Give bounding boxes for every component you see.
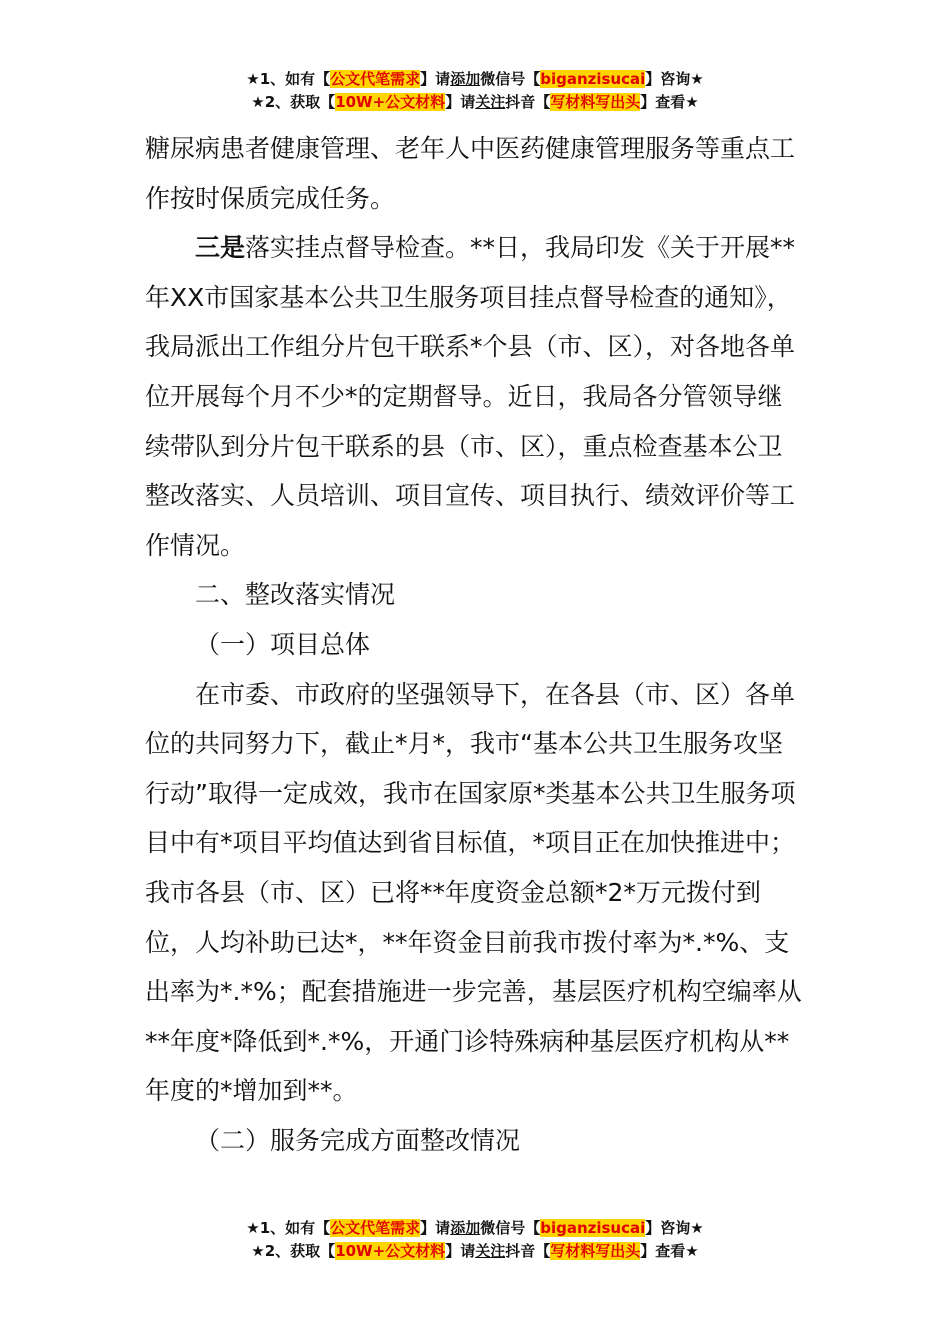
banner-line-1: [0, 68, 950, 91]
banner-text: ★2、获取【: [251, 1242, 336, 1260]
document-body: [145, 124, 805, 1165]
highlight-materials: 10W+公文材料: [335, 93, 446, 111]
banner-text: 微信号【: [480, 70, 541, 88]
banner-underlined-text: 添加: [450, 1219, 481, 1237]
highlight-douyin-id: 写材料写出头: [550, 1242, 641, 1260]
subsection-heading: （二）服务完成方面整改情况: [195, 1125, 521, 1155]
banner-text: 微信号【: [480, 1219, 541, 1237]
banner-text: 】咨询★: [645, 1219, 704, 1237]
banner-text: 】查看★: [640, 93, 699, 111]
paragraph: 糖尿病患者健康管理、老年人中医药健康管理服务等重点工作按时保质完成任务。: [145, 134, 796, 213]
paragraph-lead: 三是: [195, 233, 246, 263]
highlight-douyin-id: 写材料写出头: [550, 93, 641, 111]
paragraph-text: 落实挂点督导检查。**日，我局印发《关于开展**年XX市国家基本公共卫生服务项目挂点督导检查的通知》，我局派出工作组分片包干联系*个县（市、区），对各地各单位开展每个月不少*的定期督导。近日，我局各分管领导继续带队到分片包干联系的县（市、区），重点检查基本公卫整改落实、人员培训、项目宣传、项目执行、绩效评价等工作情况。: [145, 233, 796, 560]
banner-line-1: [0, 1217, 950, 1240]
banner-text: 】请: [420, 70, 451, 88]
banner-line-2: [0, 91, 950, 114]
paragraph: 在市委、市政府的坚强领导下，在各县（市、区）各单位的共同努力下，截止*月*，我市“基本公共卫生服务攻坚行动”取得一定成效，我市在国家原*类基本公共卫生服务项目中有*项目平均值达到省目标值，*项目正在加快推进中；我市各县（市、区）已将**年度资金总额*2*万元拨付到位，人均补助已达*，**年资金目前我市拨付率为*.*%、支出率为*.*%；配套措施进一步完善，基层医疗机构空编率从**年度*降低到*.*%，开通门诊特殊病种基层医疗机构从**年度的*增加到**。: [145, 679, 802, 1106]
banner-text: 】咨询★: [645, 70, 704, 88]
banner-text: 】请: [445, 93, 476, 111]
highlight-materials: 10W+公文材料: [335, 1242, 446, 1260]
subsection-heading: （一）项目总体: [195, 629, 371, 659]
banner-text: 抖音【: [505, 1242, 551, 1260]
footer-banner: [0, 1217, 950, 1263]
banner-text: ★2、获取【: [251, 93, 336, 111]
paragraph: [145, 223, 805, 570]
highlight-service: 公文代笔需求: [330, 1219, 421, 1237]
banner-underlined-text: 关注: [475, 1242, 506, 1260]
banner-underlined-text: 关注: [475, 93, 506, 111]
banner-text: 】请: [445, 1242, 476, 1260]
banner-text: ★1、如有【: [246, 70, 331, 88]
highlight-wechat-id: biganzisucai: [540, 1219, 646, 1237]
banner-line-2: [0, 1240, 950, 1263]
banner-text: 】查看★: [640, 1242, 699, 1260]
highlight-service: 公文代笔需求: [330, 70, 421, 88]
highlight-wechat-id: biganzisucai: [540, 70, 646, 88]
banner-text: 抖音【: [505, 93, 551, 111]
banner-text: ★1、如有【: [246, 1219, 331, 1237]
section-heading: 二、整改落实情况: [195, 580, 396, 610]
banner-text: 】请: [420, 1219, 451, 1237]
banner-underlined-text: 添加: [450, 70, 481, 88]
header-banner: [0, 68, 950, 114]
